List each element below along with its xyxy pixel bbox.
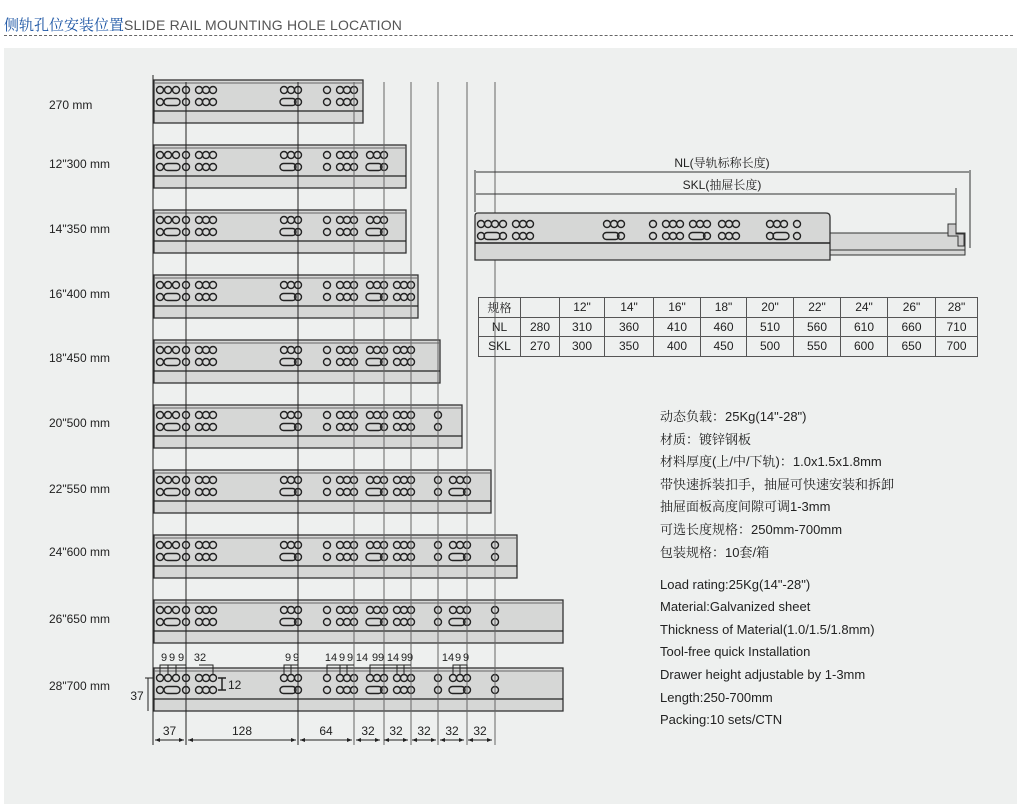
spec-list [660, 406, 1000, 732]
dimension-label: 32 [417, 724, 431, 738]
hole-spacing-label: 14 [355, 652, 369, 664]
spec-en-line: Tool-free quick Installation [660, 644, 811, 660]
table-cell: 300 [560, 337, 605, 357]
hole-spacing-label: 9 [160, 652, 168, 664]
rail-3 [154, 275, 418, 318]
hole-spacing-label: 14 [441, 652, 455, 664]
rail-size-label: 12"300 mm [49, 157, 110, 171]
dimension-label: 32 [389, 724, 403, 738]
hole-dimension-labels [161, 652, 469, 664]
rail-body [154, 535, 517, 578]
rail-size-label: 16"400 mm [49, 287, 110, 301]
rail-2 [154, 210, 406, 253]
table-cell: 280 [521, 317, 560, 337]
table-cell: 规格 [479, 298, 521, 318]
table-cell: 20" [747, 298, 794, 318]
table-cell: 510 [747, 317, 794, 337]
dimension-label: 64 [319, 724, 333, 738]
rail-body [154, 668, 563, 711]
hole-spacing-label: 9 [168, 652, 176, 664]
rail-body [154, 600, 563, 643]
table-cell: 14" [605, 298, 654, 318]
rail-6 [154, 470, 491, 513]
dimension-label: 32 [445, 724, 459, 738]
hole-spacing-label: 14 [324, 652, 338, 664]
rail-size-label: 18"450 mm [49, 351, 110, 365]
hole-spacing-label: 9 [462, 652, 470, 664]
table-cell: 22" [794, 298, 841, 318]
dimension-label: 32 [361, 724, 375, 738]
spec-en-line: Thickness of Material(1.0/1.5/1.8mm) [660, 621, 875, 637]
spec-cn-line: 可选长度规格：250mm-700mm [660, 521, 843, 537]
table-cell: 350 [605, 337, 654, 357]
table-cell: NL [479, 317, 521, 337]
rail-9 [154, 668, 563, 711]
table-cell: 310 [560, 317, 605, 337]
table-row [479, 317, 978, 337]
spec-cn-line: 包装规格：10套/箱 [660, 544, 770, 560]
table-cell: 12" [560, 298, 605, 318]
spec-en-line: Drawer height adjustable by 1-3mm [660, 666, 866, 682]
table-cell: 600 [841, 337, 888, 357]
spec-cn-line: 抽屉面板高度间隙可调1-3mm [660, 499, 831, 515]
hole-spacing-label: 32 [193, 652, 207, 664]
spec-cn-line: 材质：镀锌钢板 [660, 431, 752, 447]
table-cell: 270 [521, 337, 560, 357]
table-cell: 360 [605, 317, 654, 337]
size-table [478, 297, 978, 357]
rail-height-label: 37 [130, 689, 144, 703]
table-row [479, 337, 978, 357]
rail-size-label: 26"650 mm [49, 612, 110, 626]
spec-en-line: Load rating:25Kg(14"-28") [660, 576, 811, 592]
table-cell: 18" [701, 298, 747, 318]
hole-spacing-label: 9 [406, 652, 414, 664]
table-cell: 500 [747, 337, 794, 357]
table-cell: 450 [701, 337, 747, 357]
rail-size-label: 24"600 mm [49, 545, 110, 559]
table-cell [521, 298, 560, 318]
spec-cn-line: 带快速拆装扣手，抽屉可快速安装和拆卸 [660, 476, 895, 492]
table-cell: 24" [841, 298, 888, 318]
table-cell: 710 [936, 317, 978, 337]
title-cn: 侧轨孔位安装位置 [4, 16, 125, 34]
rail-size-label: 14"350 mm [49, 222, 110, 236]
table-row [479, 298, 978, 318]
table-cell: 610 [841, 317, 888, 337]
rail-1 [154, 145, 406, 188]
rail-size-label: 22"550 mm [49, 482, 110, 496]
spec-cn-line: 动态负载：25Kg(14"-28") [660, 409, 807, 424]
table-cell: 550 [794, 337, 841, 357]
table-cell: 660 [888, 317, 936, 337]
hole-spacing-label: 9 [177, 652, 185, 664]
table-cell: 410 [654, 317, 701, 337]
spec-cn-line: 材料厚度(上/中/下轨)：1.0x1.5x1.8mm [660, 454, 882, 470]
dimension-label: 32 [473, 724, 487, 738]
hole-spacing-label: 9 [338, 652, 346, 664]
rail-size-label: 28"700 mm [49, 679, 110, 693]
rail-8 [154, 600, 563, 643]
spec-en-line: Packing:10 sets/CTN [660, 712, 783, 728]
nl-label: NL(导轨标称长度) [674, 156, 770, 170]
table-cell: 700 [936, 337, 978, 357]
extension-rail [830, 233, 965, 255]
dimension-label: 37 [162, 724, 177, 738]
hole-spacing-label: 9 [454, 652, 462, 664]
rail-4 [154, 340, 440, 383]
hole-pitch-label: 12 [228, 678, 242, 692]
rail-size-label: 270 mm [49, 98, 93, 112]
rail-size-label: 20"500 mm [49, 416, 110, 430]
table-cell: 560 [794, 317, 841, 337]
hole-spacing-label: 14 [386, 652, 400, 664]
title-en: SLIDE RAIL MOUNTING HOLE LOCATION [124, 17, 403, 33]
hole-spacing-label: 9 [377, 652, 385, 664]
table-cell: 26" [888, 298, 936, 318]
dimension-label: 128 [231, 724, 253, 738]
hole-spacing-label: 9 [400, 652, 408, 664]
skl-label: SKL(抽屉长度) [682, 178, 762, 192]
hole-spacing-label: 9 [346, 652, 354, 664]
table-cell: 460 [701, 317, 747, 337]
spacer [660, 562, 1000, 574]
hole-spacing-label: 9 [371, 652, 379, 664]
rail-5 [154, 405, 462, 448]
table-cell: 400 [654, 337, 701, 357]
table-cell: 650 [888, 337, 936, 357]
rail-7 [154, 535, 517, 578]
table-cell: SKL [479, 337, 521, 357]
spec-en-line: Length:250-700mm [660, 689, 773, 705]
hole-spacing-label: 9 [284, 652, 292, 664]
table-cell: 28" [936, 298, 978, 318]
table-cell: 16" [654, 298, 701, 318]
rail-0 [154, 80, 363, 123]
hole-spacing-label: 9 [292, 652, 300, 664]
spec-en-line: Material:Galvanized sheet [660, 599, 811, 615]
